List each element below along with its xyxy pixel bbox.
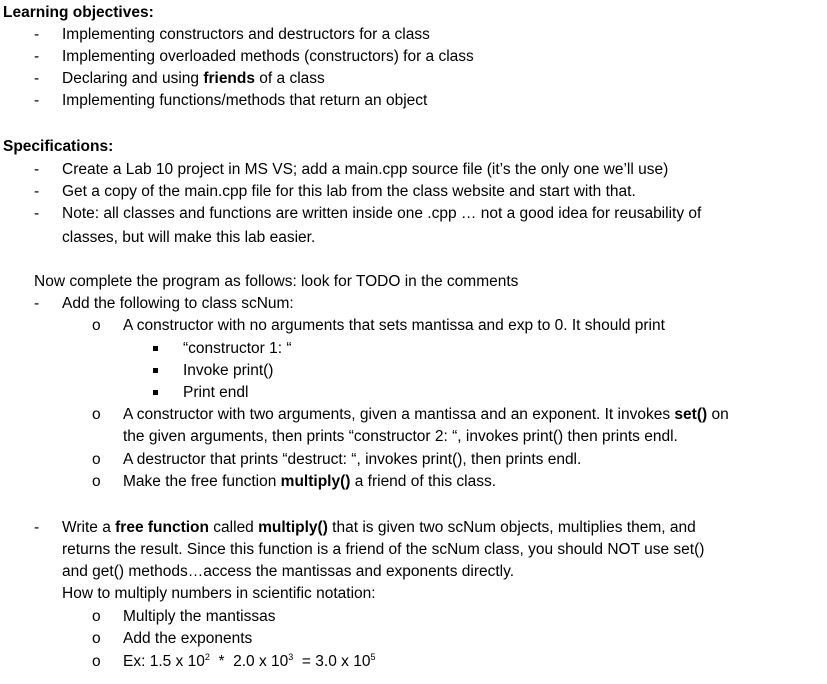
spec-item: Get a copy of the main.cpp file for this lab from the class website and start with that. <box>62 183 636 200</box>
square-bullet-icon <box>153 368 158 373</box>
dash-bullet: - <box>34 183 40 200</box>
square-bullet-icon <box>153 390 158 395</box>
learning-item: Implementing functions/methods that return an object <box>62 92 428 109</box>
learning-item: Implementing overloaded methods (constructors) for a class <box>62 48 474 65</box>
circle-bullet: o <box>92 653 101 670</box>
spec-item: Note: all classes and functions are written inside one .cpp … not a good idea for reusability of <box>62 205 702 222</box>
destructor-item: A destructor that prints “destruct: “, invokes print(), then prints endl. <box>123 451 582 468</box>
constructor-1-sub-item: “constructor 1: “ <box>183 340 292 357</box>
dash-bullet: - <box>34 205 40 222</box>
learning-objectives-heading: Learning objectives: <box>3 4 154 21</box>
spec-item-continued: classes, but will make this lab easier. <box>62 229 316 246</box>
circle-bullet: o <box>92 473 101 490</box>
spec-item: Create a Lab 10 project in MS VS; add a main.cpp source file (it’s the only one we’ll use) <box>62 161 669 178</box>
write-function-continued: returns the result. Since this function is a friend of the scNum class, you should NOT use set() <box>62 541 705 558</box>
circle-bullet: o <box>92 451 101 468</box>
constructor-2-item: A constructor with two arguments, given a mantissa and an exponent. It invokes set() on <box>123 406 729 423</box>
learning-item-friends: Declaring and using friends of a class <box>62 70 325 87</box>
dash-bullet: - <box>34 70 40 87</box>
constructor-1-sub-item: Print endl <box>183 384 249 401</box>
multiply-example: Ex: 1.5 x $10^2 * 2.0$ x $10^3 = 3.0$ x $10^5$ <box>123 652 376 670</box>
dash-bullet: - <box>34 519 40 536</box>
specifications-heading: Specifications: <box>3 138 114 155</box>
circle-bullet: o <box>92 317 101 334</box>
dash-bullet: - <box>34 26 40 43</box>
learning-item: Implementing constructors and destructors for a class <box>62 26 430 43</box>
square-bullet-icon <box>153 346 158 351</box>
multiply-step: Multiply the mantissas <box>123 608 276 625</box>
circle-bullet: o <box>92 608 101 625</box>
multiply-step: Add the exponents <box>123 630 253 647</box>
constructor-2-item-continued: the given arguments, then prints “constructor 2: “, invokes print() then prints endl. <box>123 428 678 445</box>
dash-bullet: - <box>34 48 40 65</box>
constructor-1-sub-item: Invoke print() <box>183 362 274 379</box>
dash-bullet: - <box>34 92 40 109</box>
how-to-multiply-text: How to multiply numbers in scientific notation: <box>62 585 376 602</box>
dash-bullet: - <box>34 161 40 178</box>
friend-item: Make the free function multiply() a friend of this class. <box>123 473 497 490</box>
circle-bullet: o <box>92 406 101 423</box>
program-intro: Now complete the program as follows: look for TODO in the comments <box>34 273 519 290</box>
write-function-item: Write a free function called multiply() that is given two scNum objects, multiplies them, and <box>62 519 696 536</box>
add-item: Add the following to class scNum: <box>62 295 294 312</box>
circle-bullet: o <box>92 630 101 647</box>
dash-bullet: - <box>34 295 40 312</box>
constructor-1-item: A constructor with no arguments that sets mantissa and exp to 0. It should print <box>123 317 665 334</box>
write-function-continued: and get() methods…access the mantissas and exponents directly. <box>62 563 515 580</box>
